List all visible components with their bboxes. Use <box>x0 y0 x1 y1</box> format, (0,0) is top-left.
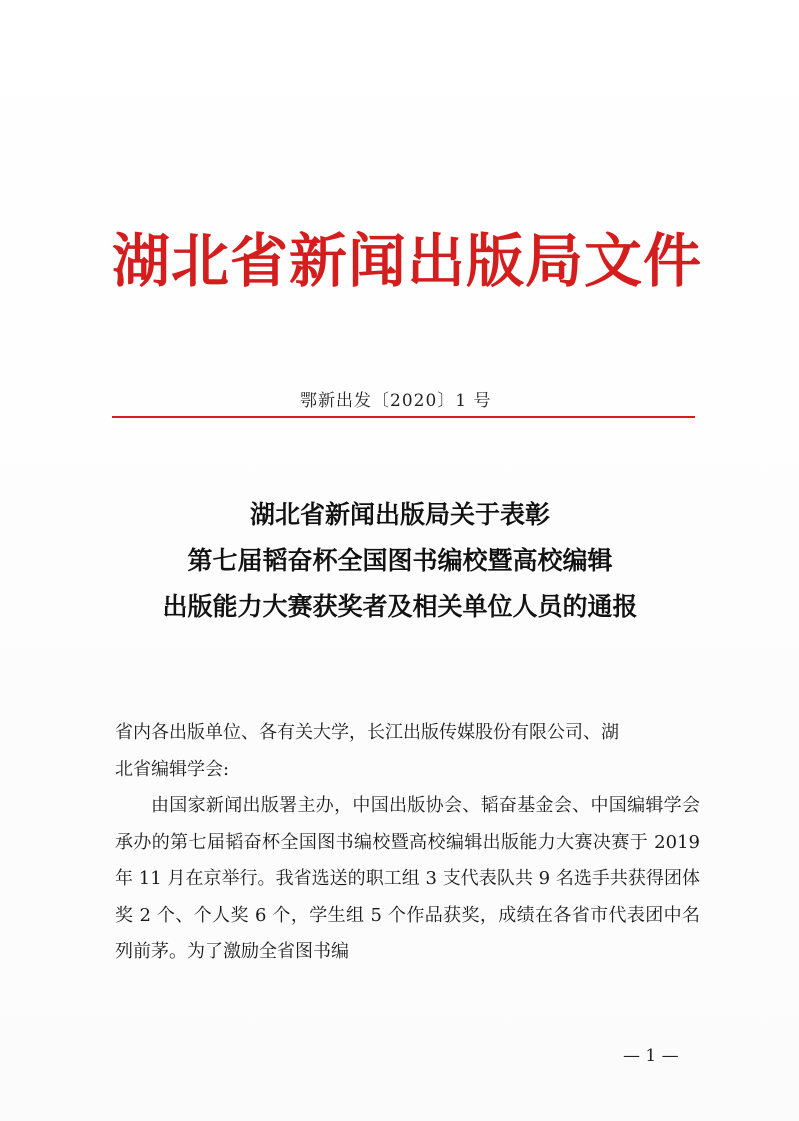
notice-title <box>100 492 700 630</box>
notice-title-line: 第七届韬奋杯全国图书编校暨高校编辑 <box>187 546 613 575</box>
document-number: 鄂新出发〔2020〕1 号 <box>300 391 492 411</box>
addressee-line-1: 省内各出版单位、各有关大学，长江出版传媒股份有限公司、湖 <box>115 722 619 743</box>
addressee <box>115 715 700 788</box>
body-text <box>115 715 700 971</box>
notice-title-line: 出版能力大赛获奖者及相关单位人员的通报 <box>162 592 638 621</box>
notice-title-line: 湖北省新闻出版局关于表彰 <box>249 500 550 529</box>
paragraph: 由国家新闻出版署主办，中国出版协会、韬奋基金会、中国编辑学会承办的第七届韬奋杯全国图书编校暨高校编辑出版能力大赛决赛于 2019 年 11 月在京举行。我省选送的职工组 3 支代表队共 9 名选手共获得团体奖 2 个、个人奖 6 个，学生组 5 个作品获奖，成绩在各省市代表团中名列前茅。为了激励全省图书编 <box>115 795 700 962</box>
page-number: — 1 — <box>623 1046 679 1066</box>
addressee-line-2: 北省编辑学会: <box>115 758 230 780</box>
red-divider-rule <box>112 416 695 418</box>
agency-title: 湖北省新闻出版局文件 <box>112 227 703 295</box>
